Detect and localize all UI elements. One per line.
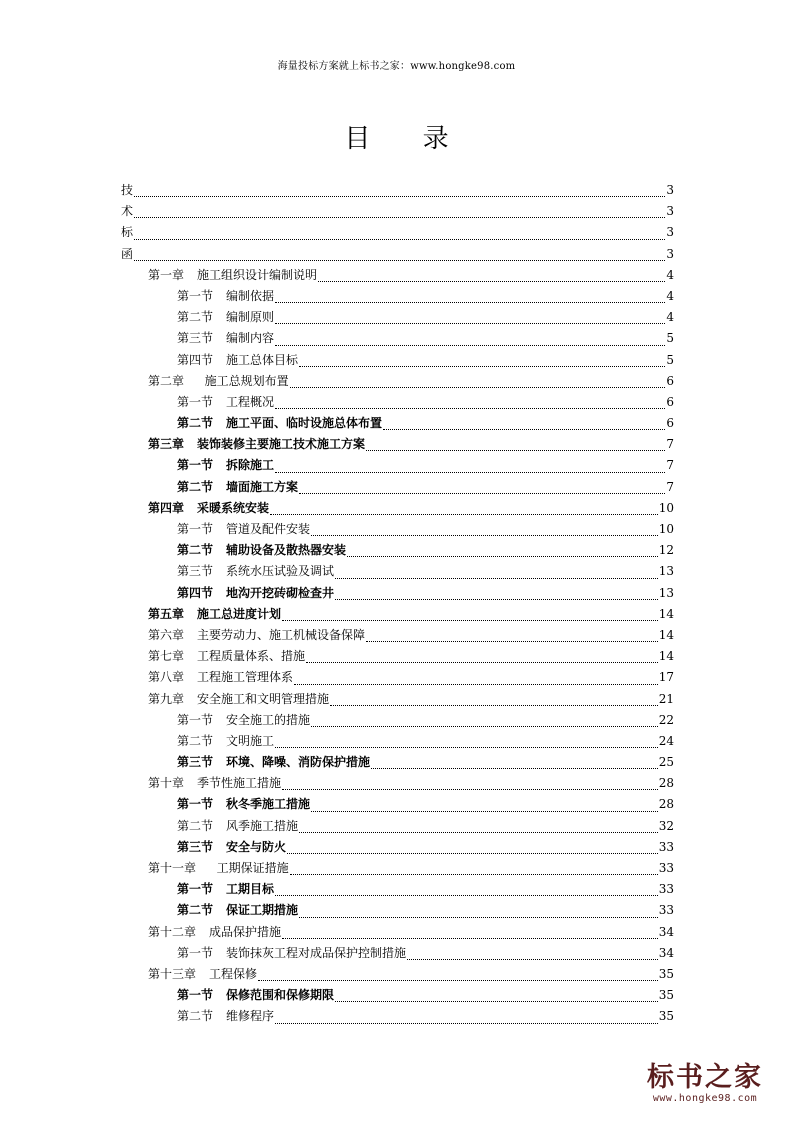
toc-entry-text: 主要劳动力、施工机械设备保障 bbox=[197, 627, 366, 642]
toc-entry-number: 第一节 bbox=[177, 458, 214, 473]
toc-entry-number: 第八章 bbox=[148, 670, 185, 685]
toc-entry-number: 第一节 bbox=[177, 712, 214, 727]
toc-page-number: 24 bbox=[658, 733, 674, 748]
toc-entry-number: 第四章 bbox=[148, 500, 185, 515]
toc-entry-text: 拆除施工 bbox=[226, 458, 275, 473]
toc-dot-leader bbox=[275, 1023, 658, 1024]
toc-dot-leader bbox=[299, 493, 665, 494]
toc-entry-text: 维修程序 bbox=[226, 1009, 275, 1024]
toc-entry-text: 工期目标 bbox=[226, 882, 275, 897]
toc-entry-number: 第二节 bbox=[177, 310, 214, 325]
toc-page-number: 34 bbox=[658, 924, 674, 939]
toc-entry-label bbox=[148, 923, 281, 940]
toc-entry-number: 第一节 bbox=[177, 797, 214, 812]
toc-dot-leader bbox=[366, 641, 658, 642]
toc-page-number: 6 bbox=[666, 373, 674, 388]
toc-dot-leader bbox=[134, 260, 665, 261]
toc-entry-label bbox=[177, 732, 274, 749]
toc-entry-text: 安全与防火 bbox=[226, 839, 287, 854]
toc-page-number: 7 bbox=[666, 437, 674, 452]
toc-entry-label bbox=[177, 753, 370, 770]
toc-page-number: 4 bbox=[666, 288, 674, 303]
toc-entry-label bbox=[177, 901, 298, 918]
toc-entry-label bbox=[121, 245, 133, 262]
toc-entry-label bbox=[177, 414, 382, 431]
toc-dot-leader bbox=[275, 895, 658, 896]
toc-page-number: 28 bbox=[658, 797, 674, 812]
toc-entry-text: 采暖系统安装 bbox=[197, 500, 270, 515]
toc-entry[interactable] bbox=[121, 478, 674, 499]
toc-entry[interactable] bbox=[121, 414, 674, 435]
toc-entry-text: 编制原则 bbox=[226, 310, 275, 325]
toc-entry[interactable] bbox=[121, 774, 674, 795]
toc-entry[interactable] bbox=[121, 880, 674, 901]
toc-entry-number: 第四节 bbox=[177, 352, 214, 367]
toc-entry-text: 施工平面、临时设施总体布置 bbox=[226, 416, 383, 431]
toc-entry-label bbox=[148, 266, 317, 283]
toc-page-number: 35 bbox=[658, 966, 674, 981]
toc-entry[interactable] bbox=[121, 245, 674, 266]
toc-entry-label bbox=[177, 478, 298, 495]
toc-dot-leader bbox=[134, 196, 665, 197]
brand-logo bbox=[635, 1063, 775, 1104]
toc-entry[interactable] bbox=[121, 711, 674, 732]
toc-dot-leader bbox=[290, 874, 658, 875]
toc-page-number: 6 bbox=[666, 394, 674, 409]
toc-entry-label bbox=[177, 817, 298, 834]
toc-entry-label bbox=[177, 1007, 274, 1024]
toc-dot-leader bbox=[275, 345, 665, 346]
toc-entry[interactable] bbox=[121, 584, 674, 605]
toc-page-number: 28 bbox=[658, 776, 674, 791]
toc-entry-text: 施工总规划布置 bbox=[197, 373, 289, 388]
toc-entry[interactable] bbox=[121, 690, 674, 711]
toc-entry-number: 第九章 bbox=[148, 691, 185, 706]
toc-entry[interactable] bbox=[121, 986, 674, 1007]
toc-entry-text: 工期保证措施 bbox=[209, 861, 289, 875]
toc-entry-text: 工程施工管理体系 bbox=[197, 670, 294, 685]
toc-page-number: 35 bbox=[658, 988, 674, 1003]
toc-page-number: 3 bbox=[666, 204, 674, 219]
toc-dot-leader bbox=[311, 726, 658, 727]
toc-page-number: 32 bbox=[658, 818, 674, 833]
toc-page-number: 10 bbox=[658, 500, 674, 515]
toc-entry[interactable] bbox=[121, 901, 674, 922]
toc-dot-leader bbox=[299, 917, 658, 918]
toc-entry-number: 第一章 bbox=[148, 267, 185, 282]
toc-page-number: 12 bbox=[658, 543, 674, 558]
toc-dot-leader bbox=[282, 789, 658, 790]
toc-entry-text: 术 bbox=[121, 204, 134, 219]
toc-page-number: 7 bbox=[666, 458, 674, 473]
toc-entry-label bbox=[177, 329, 274, 346]
toc-entry[interactable] bbox=[121, 732, 674, 753]
toc-entry-text: 装饰装修主要施工技术施工方案 bbox=[197, 437, 366, 452]
toc-entry[interactable] bbox=[121, 795, 674, 816]
toc-entry-number: 第一节 bbox=[177, 394, 214, 409]
toc-entry-text: 工程概况 bbox=[226, 394, 275, 409]
toc-entry-label bbox=[177, 393, 274, 410]
toc-dot-leader bbox=[335, 599, 658, 600]
toc-entry-number: 第二节 bbox=[177, 1009, 214, 1024]
toc-entry-label bbox=[148, 690, 329, 707]
toc-entry-label bbox=[148, 965, 257, 982]
toc-entry-number: 第二节 bbox=[177, 416, 214, 431]
toc-page-number: 13 bbox=[658, 564, 674, 579]
toc-page-number: 5 bbox=[666, 331, 674, 346]
toc-entry-text: 系统水压试验及调试 bbox=[226, 564, 335, 579]
toc-entry-label bbox=[177, 838, 286, 855]
toc-dot-leader bbox=[366, 450, 665, 451]
toc-page-number: 6 bbox=[666, 416, 674, 431]
toc-entry-number: 第二节 bbox=[177, 903, 214, 918]
toc-entry-number: 第三节 bbox=[177, 755, 214, 770]
toc-dot-leader bbox=[306, 662, 658, 663]
toc-dot-leader bbox=[330, 705, 658, 706]
toc-entry[interactable] bbox=[121, 520, 674, 541]
toc-dot-leader bbox=[275, 747, 658, 748]
toc-entry[interactable] bbox=[121, 372, 674, 393]
toc-entry-label bbox=[177, 541, 346, 558]
toc-entry-number: 第三章 bbox=[148, 437, 185, 452]
toc-entry-label bbox=[177, 520, 310, 537]
toc-dot-leader bbox=[290, 387, 665, 388]
toc-entry-label bbox=[148, 605, 281, 622]
toc-dot-leader bbox=[311, 811, 658, 812]
toc-page-number: 22 bbox=[658, 712, 674, 727]
toc-entry-number: 第十章 bbox=[148, 776, 185, 791]
toc-entry-text: 函 bbox=[121, 246, 134, 261]
toc-entry[interactable] bbox=[121, 944, 674, 965]
toc-entry-text: 安全施工和文明管理措施 bbox=[197, 691, 330, 706]
toc-entry[interactable] bbox=[121, 1007, 674, 1028]
toc-dot-leader bbox=[299, 832, 658, 833]
toc-entry-text: 地沟开挖砖砌检查井 bbox=[226, 585, 335, 600]
toc-dot-leader bbox=[383, 429, 665, 430]
toc-dot-leader bbox=[335, 578, 658, 579]
toc-entry-label bbox=[121, 223, 133, 240]
toc-entry-text: 编制依据 bbox=[226, 288, 275, 303]
toc-page-number: 33 bbox=[658, 861, 674, 875]
toc-page-number: 10 bbox=[658, 522, 674, 536]
toc-page-number: 33 bbox=[658, 882, 674, 897]
toc-entry[interactable] bbox=[121, 923, 674, 944]
toc-dot-leader bbox=[134, 239, 665, 240]
toc-page-number: 7 bbox=[666, 479, 674, 494]
toc-entry-text: 施工总体目标 bbox=[226, 352, 299, 367]
toc-entry-number: 第二节 bbox=[177, 733, 214, 748]
toc-entry[interactable] bbox=[121, 308, 674, 329]
toc-entry-label bbox=[177, 456, 274, 473]
toc-entry-text: 技 bbox=[121, 183, 134, 197]
page-title: 目 录 bbox=[344, 124, 471, 154]
toc-dot-leader bbox=[311, 535, 658, 536]
toc-entry-text: 工程质量体系、措施 bbox=[197, 649, 306, 664]
toc-page-number: 4 bbox=[666, 267, 674, 282]
toc-entry-text: 工程保修 bbox=[209, 966, 258, 981]
toc-page-number: 3 bbox=[666, 183, 674, 197]
toc-dot-leader bbox=[282, 938, 658, 939]
toc-dot-leader bbox=[282, 620, 658, 621]
toc-entry-number: 第二节 bbox=[177, 818, 214, 833]
toc-dot-leader bbox=[258, 980, 658, 981]
toc-entry[interactable] bbox=[121, 838, 674, 859]
toc-entry-label bbox=[177, 944, 406, 961]
toc-entry-label bbox=[177, 584, 334, 601]
toc-entry-number: 第十三章 bbox=[148, 966, 197, 981]
toc-dot-leader bbox=[134, 217, 665, 218]
toc-page-number: 14 bbox=[658, 627, 674, 642]
toc-page-number: 14 bbox=[658, 606, 674, 621]
toc-entry[interactable] bbox=[121, 626, 674, 647]
toc-entry-number: 第十二章 bbox=[148, 924, 197, 939]
toc-entry-number: 第三节 bbox=[177, 839, 214, 854]
toc-entry-number: 第十一章 bbox=[148, 861, 197, 875]
toc-entry[interactable] bbox=[121, 965, 674, 986]
toc-entry-label bbox=[121, 202, 133, 219]
toc-entry-number: 第四节 bbox=[177, 585, 214, 600]
toc-entry[interactable] bbox=[121, 456, 674, 477]
toc-entry-number: 第一节 bbox=[177, 522, 214, 536]
toc-entry-text: 装饰抹灰工程对成品保护控制措施 bbox=[226, 945, 407, 960]
toc-entry-number: 第二节 bbox=[177, 479, 214, 494]
toc-entry[interactable] bbox=[121, 393, 674, 414]
toc-entry[interactable] bbox=[121, 329, 674, 350]
toc-entry-number: 第一节 bbox=[177, 988, 214, 1003]
toc-dot-leader bbox=[294, 684, 658, 685]
toc-dot-leader bbox=[371, 768, 658, 769]
toc-page-number: 25 bbox=[658, 755, 674, 770]
toc-dot-leader bbox=[299, 366, 665, 367]
toc-page-number: 3 bbox=[666, 246, 674, 261]
toc-dot-leader bbox=[275, 323, 665, 324]
toc-dot-leader bbox=[275, 302, 665, 303]
toc-entry-label bbox=[177, 986, 334, 1003]
toc-entry-text: 编制内容 bbox=[226, 331, 275, 346]
toc-dot-leader bbox=[318, 281, 665, 282]
toc-entry-label bbox=[177, 287, 274, 304]
toc-entry[interactable] bbox=[121, 181, 674, 202]
toc-dot-leader bbox=[347, 556, 658, 557]
toc-entry-label bbox=[148, 372, 289, 389]
toc-entry[interactable] bbox=[121, 562, 674, 583]
toc-dot-leader bbox=[335, 1001, 658, 1002]
toc-entry-label bbox=[148, 435, 365, 452]
toc-entry-text: 辅助设备及散热器安装 bbox=[226, 543, 347, 558]
toc-entry-label bbox=[148, 647, 305, 664]
toc-entry-label bbox=[148, 859, 289, 876]
toc-page-number: 3 bbox=[666, 225, 674, 240]
toc-entry-text: 保修范围和保修期限 bbox=[226, 988, 335, 1003]
toc-page-number: 33 bbox=[658, 839, 674, 854]
toc-entry-label bbox=[148, 626, 365, 643]
toc-entry[interactable] bbox=[121, 753, 674, 774]
toc-page-number: 33 bbox=[658, 903, 674, 918]
toc-entry[interactable] bbox=[121, 817, 674, 838]
toc-entry[interactable] bbox=[121, 435, 674, 456]
toc-dot-leader bbox=[287, 853, 658, 854]
toc-dot-leader bbox=[275, 408, 665, 409]
toc-entry[interactable] bbox=[121, 202, 674, 223]
toc-entry-text: 安全施工的措施 bbox=[226, 712, 311, 727]
toc-entry[interactable] bbox=[121, 647, 674, 668]
toc-entry-number: 第一节 bbox=[177, 288, 214, 303]
toc-entry[interactable] bbox=[121, 859, 674, 880]
toc-page-number: 13 bbox=[658, 585, 674, 600]
toc-page-number: 14 bbox=[658, 649, 674, 664]
logo-url: www.hongke98.com bbox=[652, 1093, 758, 1104]
toc-entry-text: 成品保护措施 bbox=[209, 924, 282, 939]
toc-entry-text: 季节性施工措施 bbox=[197, 776, 282, 791]
toc-entry-label bbox=[177, 711, 310, 728]
toc-entry[interactable] bbox=[121, 541, 674, 562]
toc-entry-text: 文明施工 bbox=[226, 733, 275, 748]
toc-entry-text: 墙面施工方案 bbox=[226, 479, 299, 494]
toc-page-number: 5 bbox=[666, 352, 674, 367]
toc-page-number: 35 bbox=[658, 1009, 674, 1024]
toc-page-number: 4 bbox=[666, 310, 674, 325]
toc-entry-label bbox=[148, 499, 269, 516]
toc-entry-number: 第三节 bbox=[177, 564, 214, 579]
toc-entry-text: 管道及配件安装 bbox=[226, 522, 311, 536]
toc-entry-text: 施工组织设计编制说明 bbox=[197, 267, 318, 282]
toc-entry-number: 第六章 bbox=[148, 627, 185, 642]
toc-entry-number: 第二节 bbox=[177, 543, 214, 558]
toc-entry-text: 标 bbox=[121, 225, 134, 240]
toc-entry[interactable] bbox=[121, 223, 674, 244]
toc-entry[interactable] bbox=[121, 351, 674, 372]
toc-entry-label bbox=[177, 880, 274, 897]
toc-entry-label bbox=[177, 562, 334, 579]
page-header: 海量投标方案就上标书之家：www.hongke98.com bbox=[277, 61, 516, 72]
toc-page-number: 34 bbox=[658, 945, 674, 960]
toc-entry-text: 秋冬季施工措施 bbox=[226, 797, 311, 812]
toc-page-number: 17 bbox=[658, 670, 674, 685]
toc-entry-text: 施工总进度计划 bbox=[197, 606, 282, 621]
toc-entry-number: 第五章 bbox=[148, 606, 185, 621]
toc-entry-number: 第一节 bbox=[177, 945, 214, 960]
toc-entry-label bbox=[177, 308, 274, 325]
table-of-contents bbox=[121, 181, 674, 1029]
toc-entry-label bbox=[148, 668, 293, 685]
toc-entry[interactable] bbox=[121, 668, 674, 689]
toc-entry-text: 环境、降噪、消防保护措施 bbox=[226, 755, 371, 770]
toc-entry-label bbox=[177, 795, 310, 812]
toc-entry-text: 保证工期措施 bbox=[226, 903, 299, 918]
toc-entry-number: 第二章 bbox=[148, 373, 185, 388]
toc-dot-leader bbox=[407, 959, 658, 960]
toc-dot-leader bbox=[275, 472, 665, 473]
toc-entry[interactable] bbox=[121, 287, 674, 308]
toc-entry[interactable] bbox=[121, 266, 674, 287]
toc-entry-label bbox=[177, 351, 298, 368]
toc-entry-text: 风季施工措施 bbox=[226, 818, 299, 833]
toc-entry-label bbox=[121, 181, 133, 198]
toc-entry-number: 第三节 bbox=[177, 331, 214, 346]
toc-entry-number: 第一节 bbox=[177, 882, 214, 897]
toc-entry[interactable] bbox=[121, 499, 674, 520]
toc-dot-leader bbox=[270, 514, 658, 515]
toc-entry-number: 第七章 bbox=[148, 649, 185, 664]
logo-text: 标书之家 bbox=[647, 1062, 763, 1093]
toc-page-number: 21 bbox=[658, 691, 674, 706]
toc-entry[interactable] bbox=[121, 605, 674, 626]
toc-entry-label bbox=[148, 774, 281, 791]
